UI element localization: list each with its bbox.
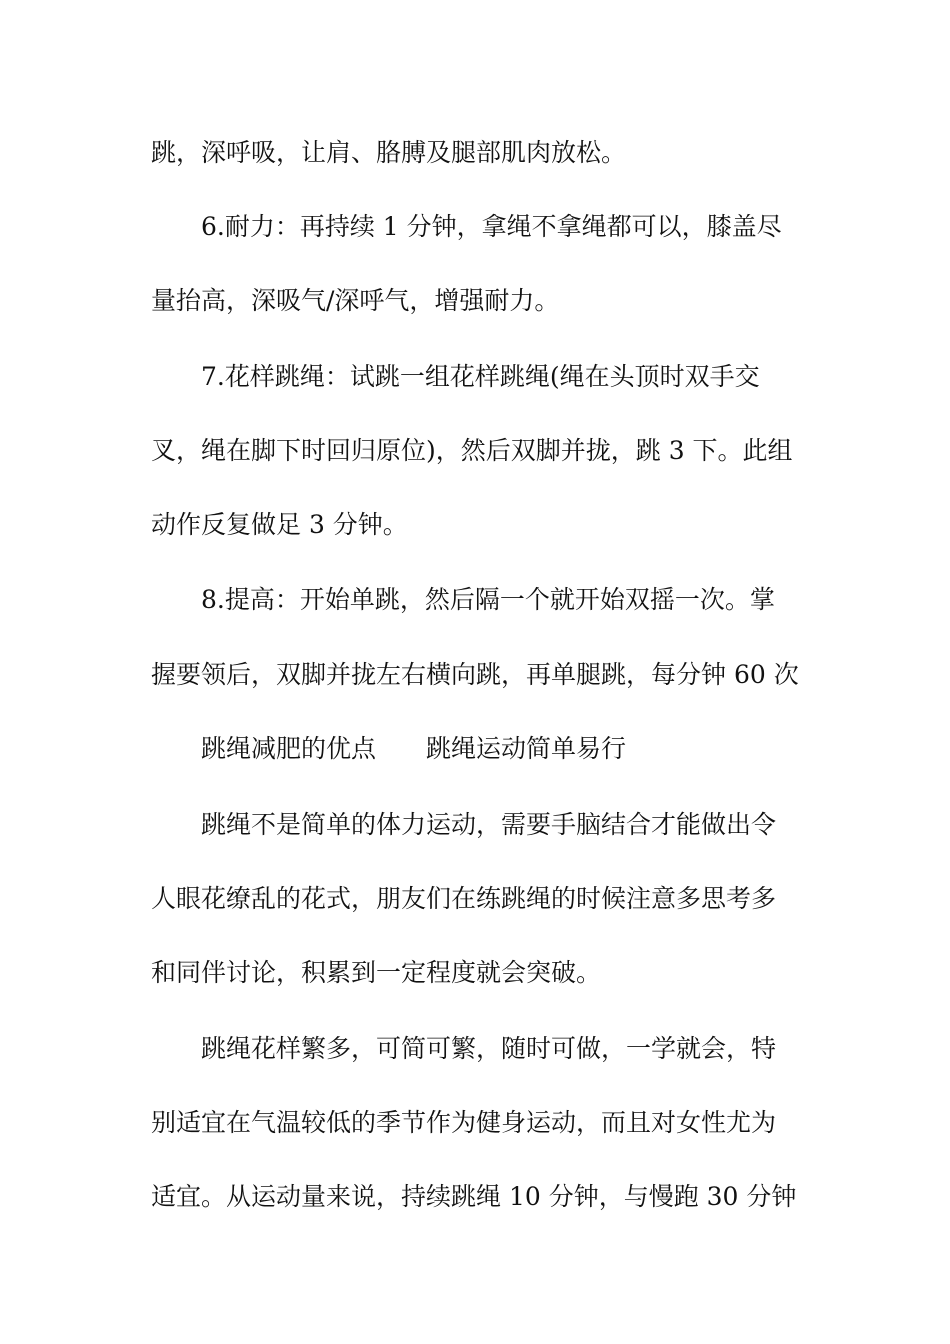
body-text-line: 跳绳花样繁多，可简可繁，随时可做，一学就会，特 (201, 1034, 777, 1063)
body-text-line: 跳绳不是简单的体力运动，需要手脑结合才能做出令 (201, 810, 777, 839)
heading-right: 跳绳运动简单易行 (426, 734, 627, 763)
body-text-line: 握要领后，双脚并拢左右横向跳，再单腿跳，每分钟 60 次 (151, 660, 799, 689)
body-text-line: 叉，绳在脚下时回归原位)，然后双脚并拢，跳 3 下。此组 (151, 436, 793, 465)
body-text-line: 7.花样跳绳：试跳一组花样跳绳(绳在头顶时双手交 (201, 362, 760, 391)
body-text-line: 适宜。从运动量来说，持续跳绳 10 分钟，与慢跑 30 分钟 (151, 1182, 797, 1211)
body-text-line: 6.耐力：再持续 1 分钟，拿绳不拿绳都可以，膝盖尽 (201, 212, 782, 241)
body-text-line: 别适宜在气温较低的季节作为健身运动，而且对女性尤为 (151, 1108, 777, 1137)
body-text-line: 8.提高：开始单跳，然后隔一个就开始双摇一次。掌 (201, 585, 775, 614)
body-text-line: 量抬高，深吸气/深呼气，增强耐力。 (151, 286, 560, 315)
heading-left: 跳绳减肥的优点 (201, 734, 377, 763)
section-heading (201, 734, 626, 764)
body-text-line: 人眼花缭乱的花式，朋友们在练跳绳的时候注意多思考多 (151, 884, 777, 913)
body-text-line: 跳，深呼吸，让肩、胳膊及腿部肌肉放松。 (151, 138, 627, 167)
body-text-line: 和同伴讨论，积累到一定程度就会突破。 (151, 958, 602, 987)
body-text-line: 动作反复做足 3 分钟。 (151, 510, 408, 539)
